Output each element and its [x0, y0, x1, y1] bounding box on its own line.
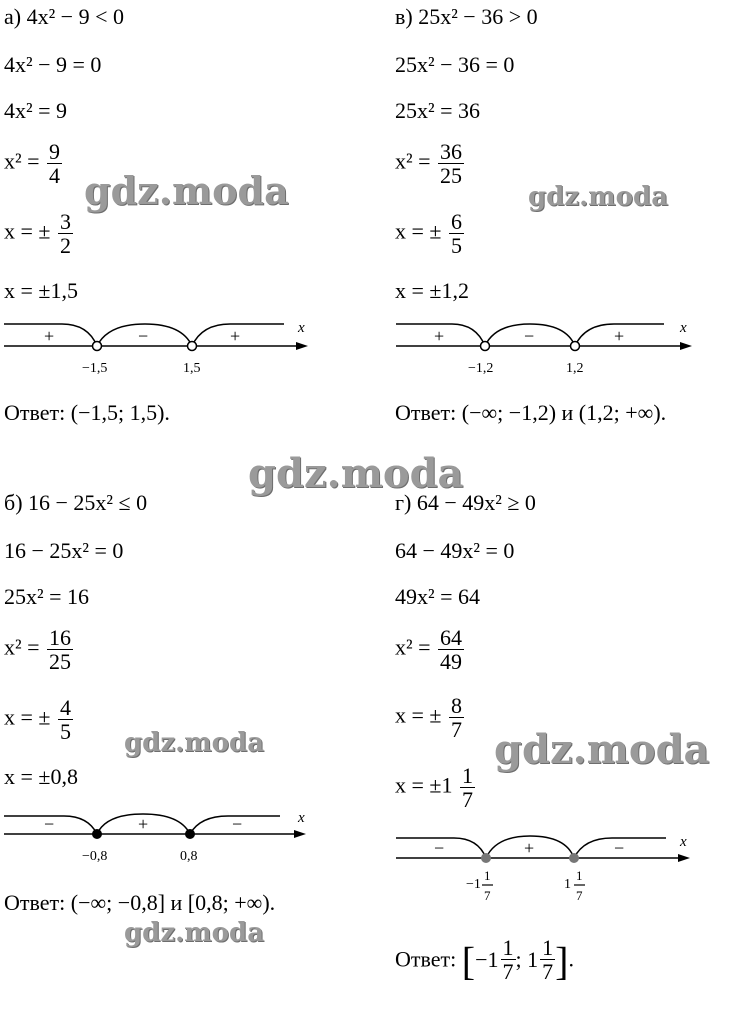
denominator: 7 — [461, 787, 473, 813]
sign-label: + — [434, 326, 445, 346]
problem-g-step5 — [395, 764, 475, 811]
problem-a-step3 — [4, 140, 62, 187]
denominator: 25 — [440, 163, 463, 189]
open-point — [571, 342, 580, 351]
point-whole: −1 — [466, 877, 481, 892]
filled-point — [481, 853, 491, 863]
denominator: 25 — [49, 649, 72, 675]
point-label: −0,8 — [82, 849, 108, 864]
point-label: −1,2 — [468, 361, 494, 376]
left-bracket-icon: [ — [461, 938, 476, 984]
sign-label: + — [44, 326, 55, 346]
fraction — [438, 140, 464, 187]
problem-v-step3 — [395, 140, 464, 187]
problem-a-step1: 4x² − 9 = 0 — [4, 52, 102, 77]
number-line-b — [0, 808, 320, 872]
denominator: 2 — [59, 233, 71, 259]
problem-b-title: б) 16 − 25x² ≤ 0 — [4, 490, 148, 515]
answer-label: Ответ: — [395, 946, 457, 972]
step4-prefix: x = ± — [4, 704, 51, 730]
right-bracket-icon: ] — [555, 938, 569, 984]
fraction — [438, 626, 464, 673]
axis-arrow-icon — [678, 854, 690, 862]
axis-label: x — [298, 320, 305, 336]
point-denominator: 7 — [576, 888, 583, 903]
problem-v-step5: x = ±1,2 — [395, 278, 469, 303]
step4-prefix: x = ± — [395, 218, 442, 244]
problem-v-step1: 25x² − 36 = 0 — [395, 52, 515, 77]
watermark: gdz.moda — [248, 450, 464, 497]
point-label: 0,8 — [180, 849, 198, 864]
point-label: 1,2 — [566, 361, 584, 376]
numerator: 3 — [59, 209, 71, 234]
numerator: 1 — [502, 935, 514, 960]
problem-g-step3 — [395, 626, 464, 673]
fraction — [47, 140, 62, 187]
open-point — [188, 342, 197, 351]
number-line-g — [392, 828, 712, 920]
problem-a-step2: 4x² = 9 — [4, 98, 68, 123]
answer-whole: 1 — [527, 946, 539, 972]
problem-v-answer: Ответ: (−∞; −1,2) и (1,2; +∞). — [395, 400, 667, 425]
numerator: 8 — [450, 693, 462, 718]
filled-point — [92, 829, 102, 839]
problem-a-step5: x = ±1,5 — [4, 278, 78, 303]
numerator: 16 — [49, 625, 72, 650]
filled-point — [185, 829, 195, 839]
step3-prefix: x² = — [4, 634, 40, 660]
numerator: 36 — [440, 139, 463, 164]
problem-g-step1: 64 − 49x² = 0 — [395, 538, 515, 563]
watermark: gdz.moda — [528, 182, 669, 212]
fraction — [540, 936, 555, 983]
fraction — [460, 764, 475, 811]
step4-prefix: x = ± — [395, 702, 442, 728]
problem-v-title: в) 25x² − 36 > 0 — [395, 4, 538, 29]
point-label: 1,5 — [183, 361, 201, 376]
sign-label: − — [232, 814, 243, 834]
step3-prefix: x² = — [395, 634, 431, 660]
mixed-number — [475, 936, 515, 983]
fraction — [58, 210, 73, 257]
problem-a-answer: Ответ: (−1,5; 1,5). — [4, 400, 170, 425]
number-line-v — [392, 316, 712, 380]
problem-g-title: г) 64 − 49x² ≥ 0 — [395, 490, 536, 515]
problem-g-answer — [395, 936, 574, 983]
axis-label: x — [680, 834, 687, 850]
point-numerator: 1 — [576, 868, 583, 883]
axis-label: x — [680, 320, 687, 336]
point-whole: 1 — [564, 877, 571, 892]
point-numerator: 1 — [484, 868, 491, 883]
answer-separator: ; — [515, 946, 522, 972]
axis-arrow-icon — [294, 830, 306, 838]
fraction — [449, 694, 464, 741]
step3-prefix: x² = — [4, 148, 40, 174]
axis-arrow-icon — [680, 342, 692, 350]
watermark: gdz.moda — [84, 168, 289, 213]
sign-label: + — [138, 814, 149, 834]
watermark: gdz.moda — [124, 728, 265, 758]
numerator: 1 — [461, 763, 473, 788]
open-point — [481, 342, 490, 351]
axis-label: x — [298, 810, 305, 826]
sign-label: − — [524, 326, 535, 346]
denominator: 5 — [450, 233, 462, 259]
answer-end: . — [568, 946, 574, 972]
open-point — [93, 342, 102, 351]
denominator: 7 — [502, 959, 514, 985]
denominator: 5 — [59, 719, 71, 745]
point-label: −1,5 — [82, 361, 108, 376]
sign-label: − — [138, 326, 149, 346]
sign-label: + — [614, 326, 625, 346]
fraction — [449, 210, 464, 257]
filled-point — [569, 853, 579, 863]
sign-label: − — [434, 838, 445, 858]
point-denominator: 7 — [484, 888, 491, 903]
step4-prefix: x = ± — [4, 218, 51, 244]
fraction — [501, 936, 516, 983]
denominator: 4 — [49, 163, 61, 189]
problem-b-step5: x = ±0,8 — [4, 764, 78, 789]
problem-a-step4 — [4, 210, 73, 257]
problem-v-step4 — [395, 210, 464, 257]
sign-label: + — [230, 326, 241, 346]
problem-a-title: а) 4x² − 9 < 0 — [4, 4, 125, 29]
denominator: 7 — [450, 717, 462, 743]
numerator: 4 — [59, 695, 71, 720]
problem-b-answer: Ответ: (−∞; −0,8] и [0,8; +∞). — [4, 890, 276, 915]
answer-whole: −1 — [475, 946, 499, 972]
sign-label: + — [524, 838, 535, 858]
step3-prefix: x² = — [395, 148, 431, 174]
fraction — [58, 696, 73, 743]
numerator: 6 — [450, 209, 462, 234]
sign-label: − — [44, 814, 55, 834]
axis-arrow-icon — [296, 342, 308, 350]
problem-b-step2: 25x² = 16 — [4, 584, 90, 609]
denominator: 49 — [440, 649, 463, 675]
watermark: gdz.moda — [124, 918, 265, 948]
problem-b-step4 — [4, 696, 73, 743]
watermark: gdz.moda — [494, 726, 710, 773]
problem-g-step4 — [395, 694, 464, 741]
problem-v-step2: 25x² = 36 — [395, 98, 481, 123]
problem-b-step1: 16 − 25x² = 0 — [4, 538, 124, 563]
sign-label: − — [614, 838, 625, 858]
problem-g-step2: 49x² = 64 — [395, 584, 481, 609]
mixed-number — [527, 936, 555, 983]
numerator: 9 — [49, 139, 61, 164]
problem-b-step3 — [4, 626, 73, 673]
step5-prefix: x = ±1 — [395, 772, 453, 798]
number-line-a — [0, 316, 320, 380]
numerator: 1 — [542, 935, 554, 960]
numerator: 64 — [440, 625, 463, 650]
denominator: 7 — [542, 959, 554, 985]
fraction — [47, 626, 73, 673]
